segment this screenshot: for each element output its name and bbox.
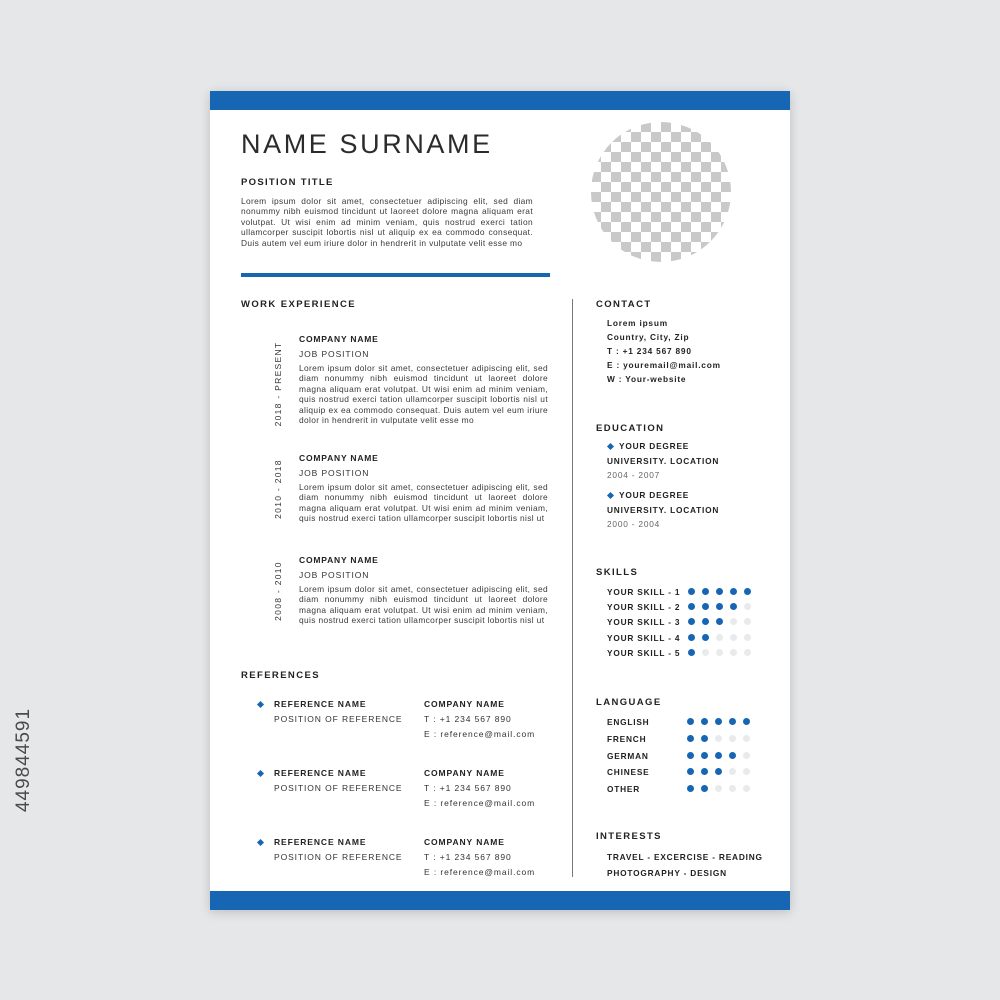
reference-name: REFERENCE NAME	[274, 699, 367, 709]
contact-heading: CONTACT	[596, 299, 652, 310]
rating-dot	[687, 768, 694, 775]
skill-label: YOUR SKILL - 4	[607, 633, 681, 643]
job-years: 2010 - 2018	[273, 459, 283, 519]
reference-entry	[258, 699, 558, 745]
job-years: 2018 - PRESENT	[273, 341, 283, 427]
interests-line: TRAVEL - EXCERCISE - READING	[607, 852, 763, 862]
work-experience-heading: WORK EXPERIENCE	[241, 299, 356, 310]
diamond-bullet-icon	[607, 443, 614, 450]
education-years: 2000 - 2004	[607, 519, 661, 529]
rating-dot	[716, 649, 723, 656]
rating-dot	[701, 785, 708, 792]
reference-phone: T : +1 234 567 890	[424, 714, 512, 724]
rating-dot	[729, 768, 736, 775]
rating-dot	[701, 768, 708, 775]
job-company: COMPANY NAME	[299, 334, 379, 344]
reference-phone: T : +1 234 567 890	[424, 852, 512, 862]
job-company: COMPANY NAME	[299, 555, 379, 565]
reference-company: COMPANY NAME	[424, 768, 505, 778]
rating-dot	[729, 735, 736, 742]
skills-heading: SKILLS	[596, 567, 639, 578]
rating-dot	[715, 735, 722, 742]
stock-image-id: 449844591	[13, 707, 34, 813]
rating-dot	[688, 634, 695, 641]
photo-placeholder	[591, 122, 731, 262]
language-label: GERMAN	[607, 751, 649, 761]
reference-position: POSITION OF REFERENCE	[274, 714, 403, 724]
education-heading: EDUCATION	[596, 423, 665, 434]
rating-dot	[701, 735, 708, 742]
rating-dot	[687, 718, 694, 725]
rating-dot	[744, 603, 751, 610]
rating-dot	[744, 588, 751, 595]
rating-dot	[744, 634, 751, 641]
rating-dot	[715, 785, 722, 792]
rating-dot	[716, 618, 723, 625]
rating-dot	[715, 768, 722, 775]
language-label: OTHER	[607, 784, 641, 794]
rating-dot	[716, 588, 723, 595]
skill-label: YOUR SKILL - 2	[607, 602, 681, 612]
education-years: 2004 - 2007	[607, 470, 661, 480]
rating-dot	[730, 634, 737, 641]
rating-dot	[702, 603, 709, 610]
rating-dot	[702, 634, 709, 641]
language-label: ENGLISH	[607, 717, 650, 727]
skill-label: YOUR SKILL - 1	[607, 587, 681, 597]
rating-dot	[729, 785, 736, 792]
reference-company: COMPANY NAME	[424, 837, 505, 847]
contact-name: Lorem ipsum	[607, 318, 668, 328]
rating-dot	[715, 752, 722, 759]
top-accent-band	[210, 91, 790, 110]
diamond-bullet-icon	[257, 770, 264, 777]
rating-dot	[702, 588, 709, 595]
job-description: Lorem ipsum dolor sit amet, consectetuer adipiscing elit, sed diam nonummy nibh euismod tincidunt ut laoreet dolore magna aliquam erat volutpat. Ut wisi enim ad minim veniam, quis nostrud exerci tation ullamcorper suscipit lobortis nisl ut	[299, 482, 548, 524]
education-degree: YOUR DEGREE	[619, 441, 690, 451]
resume-page	[210, 91, 790, 910]
rating-dot	[702, 618, 709, 625]
language-label: CHINESE	[607, 767, 650, 777]
contact-phone: T : +1 234 567 890	[607, 346, 692, 356]
intro-paragraph: Lorem ipsum dolor sit amet, consectetuer adipiscing elit, sed diam nonummy nibh euismod tincidunt ut laoreet dolore magna aliquam erat volutpat. Ut wisi enim ad minim veniam, quis nostrud exerci tation ullamcorper suscipit lobortis nisl ut aliquip ex ea commodo consequat. Duis autem vel eum iriure dolor in hendrerit in vulputate velit esse mo	[241, 196, 533, 248]
rating-dot	[688, 588, 695, 595]
rating-dot	[743, 768, 750, 775]
job-position: JOB POSITION	[299, 570, 370, 580]
contact-email: E : youremail@mail.com	[607, 360, 721, 370]
interests-line: PHOTOGRAPHY - DESIGN	[607, 868, 727, 878]
header-divider	[241, 273, 550, 277]
education-school: UNIVERSITY. LOCATION	[607, 505, 720, 515]
job-description: Lorem ipsum dolor sit amet, consectetuer adipiscing elit, sed diam nonummy nibh euismod tincidunt ut laoreet dolore magna aliquam erat volutpat. Ut wisi enim ad minim veniam, quis nostrud exerci tation ullamcorper suscipit lobortis nisl ut	[299, 584, 548, 626]
reference-entry	[258, 768, 558, 814]
rating-dot	[688, 603, 695, 610]
references-heading: REFERENCES	[241, 670, 320, 681]
interests-heading: INTERESTS	[596, 831, 662, 842]
rating-dot	[687, 735, 694, 742]
reference-company: COMPANY NAME	[424, 699, 505, 709]
rating-dot	[743, 718, 750, 725]
job-position: JOB POSITION	[299, 349, 370, 359]
language-heading: LANGUAGE	[596, 697, 662, 708]
rating-dot	[744, 618, 751, 625]
rating-dot	[743, 735, 750, 742]
education-degree: YOUR DEGREE	[619, 490, 690, 500]
reference-entry	[258, 837, 558, 883]
position-title: POSITION TITLE	[241, 177, 334, 188]
rating-dot	[730, 649, 737, 656]
job-entry	[270, 555, 570, 655]
rating-dot	[730, 603, 737, 610]
education-school: UNIVERSITY. LOCATION	[607, 456, 720, 466]
rating-dot	[743, 785, 750, 792]
rating-dot	[687, 752, 694, 759]
reference-phone: T : +1 234 567 890	[424, 783, 512, 793]
rating-dot	[688, 649, 695, 656]
job-description: Lorem ipsum dolor sit amet, consectetuer adipiscing elit, sed diam nonummy nibh euismod tincidunt ut laoreet dolore magna aliquam erat volutpat. Ut wisi enim ad minim veniam, quis nostrud exerci tation ullamcorper suscipit lobortis nisl ut aliquip ex ea commodo consequat. Duis autem vel eum iriure dolor in hendrerit in vulputate velit esse mo	[299, 363, 548, 426]
rating-dot	[730, 588, 737, 595]
skill-label: YOUR SKILL - 5	[607, 648, 681, 658]
skill-label: YOUR SKILL - 3	[607, 617, 681, 627]
job-years: 2008 - 2010	[273, 561, 283, 621]
diamond-bullet-icon	[257, 839, 264, 846]
reference-name: REFERENCE NAME	[274, 768, 367, 778]
reference-email: E : reference@mail.com	[424, 798, 536, 808]
job-entry	[270, 334, 570, 434]
rating-dot	[743, 752, 750, 759]
reference-position: POSITION OF REFERENCE	[274, 852, 403, 862]
rating-dot	[701, 752, 708, 759]
rating-dot	[729, 718, 736, 725]
rating-dot	[744, 649, 751, 656]
job-entry	[270, 453, 570, 553]
rating-dot	[687, 785, 694, 792]
rating-dot	[688, 618, 695, 625]
job-position: JOB POSITION	[299, 468, 370, 478]
diamond-bullet-icon	[607, 492, 614, 499]
rating-dot	[715, 718, 722, 725]
language-label: FRENCH	[607, 734, 647, 744]
reference-email: E : reference@mail.com	[424, 867, 536, 877]
diamond-bullet-icon	[257, 701, 264, 708]
rating-dot	[702, 649, 709, 656]
rating-dot	[729, 752, 736, 759]
column-divider	[572, 299, 573, 877]
person-name: NAME SURNAME	[241, 129, 493, 159]
reference-name: REFERENCE NAME	[274, 837, 367, 847]
bottom-accent-band	[210, 891, 790, 910]
rating-dot	[716, 634, 723, 641]
reference-position: POSITION OF REFERENCE	[274, 783, 403, 793]
rating-dot	[716, 603, 723, 610]
job-company: COMPANY NAME	[299, 453, 379, 463]
reference-email: E : reference@mail.com	[424, 729, 536, 739]
contact-address: Country, City, Zip	[607, 332, 690, 342]
contact-website: W : Your-website	[607, 374, 687, 384]
rating-dot	[730, 618, 737, 625]
rating-dot	[701, 718, 708, 725]
